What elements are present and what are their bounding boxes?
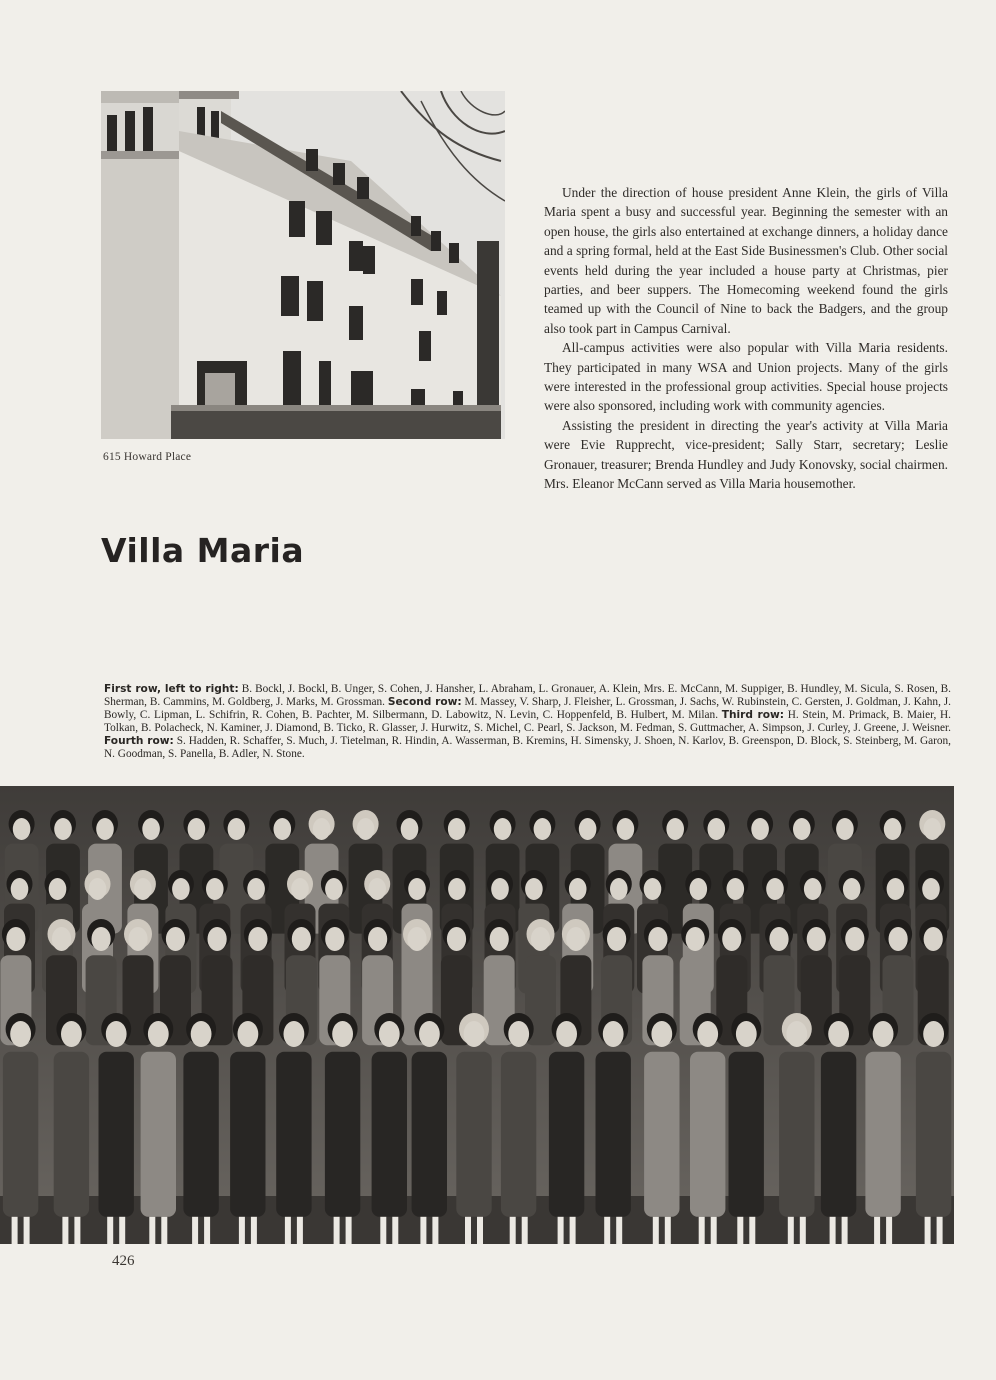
person-leg — [749, 1217, 755, 1244]
person-face — [106, 1021, 127, 1047]
page-title: Villa Maria — [101, 531, 305, 570]
person-leg — [251, 1217, 257, 1244]
person-face — [836, 818, 854, 840]
person-face — [736, 1021, 757, 1047]
person-face — [89, 878, 107, 900]
person-face — [603, 1021, 624, 1047]
roster-row-label: Second row: — [387, 696, 462, 709]
person-silhouette — [549, 1052, 584, 1217]
person-face — [666, 818, 684, 840]
person-face — [766, 878, 784, 900]
person-leg — [510, 1217, 516, 1244]
roster-row-label: First row, left to right: — [104, 683, 239, 695]
person-face — [617, 818, 635, 840]
person-face — [292, 927, 311, 951]
person-leg — [420, 1217, 426, 1244]
person-leg — [380, 1217, 386, 1244]
person-face — [247, 878, 265, 900]
person-face — [448, 818, 466, 840]
person-silhouette — [412, 1052, 447, 1217]
person-face — [368, 878, 386, 900]
person-leg — [12, 1217, 18, 1244]
person-leg — [119, 1217, 125, 1244]
person-face — [10, 1021, 31, 1047]
person-face — [889, 927, 908, 951]
person-face — [447, 927, 466, 951]
person-face — [607, 927, 626, 951]
person-face — [722, 927, 741, 951]
person-face — [923, 1021, 944, 1047]
person-silhouette — [501, 1052, 536, 1217]
person-leg — [192, 1217, 198, 1244]
roster-row-label: Fourth row: — [104, 735, 174, 748]
person-face — [531, 927, 550, 951]
body-paragraph: Under the direction of house president Anne Klein, the girls of Villa Maria spent a busy and successful year. Beginning the semester with an open house, the girls also entertained at exchange dinners, a holiday dance and a spring formal, held at the East Side Businessmen's Club. Other social events held during the year included a house party at Christmas, pier parties, and beer suppers. The Homecoming weekend found the girls teamed up with the Council of Nine to back the Badgers, and the group also took part in Campus Carnival. — [544, 185, 948, 336]
person-silhouette — [3, 1052, 38, 1217]
person-leg — [297, 1217, 303, 1244]
person-face — [368, 927, 387, 951]
person-leg — [24, 1217, 30, 1244]
person-face — [238, 1021, 259, 1047]
person-leg — [522, 1217, 528, 1244]
person-face — [357, 818, 375, 840]
roster-row-names: M. Massey, V. Sharp, J. Fleisher, L. Grossman, J. Sachs, W. Rubinstein, C. Gersten, J. Goldman, J. Kahn, J. Bowly, C. Lipman, L. Schifrin, R. Cohen, B. Pachter, M. Silbermann, D. Labowitz, N. Levin, C. Hoppenfeld, B. Hulbert, M. Milan. — [104, 696, 951, 722]
person-leg — [558, 1217, 564, 1244]
person-leg — [432, 1217, 438, 1244]
person-leg — [62, 1217, 68, 1244]
person-face — [401, 818, 419, 840]
person-face — [92, 927, 111, 951]
person-face — [651, 1021, 672, 1047]
person-silhouette — [141, 1052, 176, 1217]
person-face — [494, 818, 512, 840]
person-face — [843, 878, 861, 900]
body-paragraph: Assisting the president in directing the year's activity at Villa Maria were Evie Rupprecht, vice-president; Sally Starr, secretary; Leslie Gronauer, treasurer; Brenda Hundley and Judy Konovsky, social chairmen. Mrs. Eleanor McCann served as Villa Maria housemother. — [544, 417, 948, 492]
person-leg — [800, 1217, 806, 1244]
roster-caption — [104, 683, 951, 762]
person-silhouette — [230, 1052, 265, 1217]
person-face — [166, 927, 185, 951]
person-leg — [665, 1217, 671, 1244]
person-face — [332, 1021, 353, 1047]
person-leg — [465, 1217, 471, 1244]
person-face — [644, 878, 662, 900]
person-face — [508, 1021, 529, 1047]
person-silhouette — [644, 1052, 679, 1217]
person-silhouette — [729, 1052, 764, 1217]
body-paragraph: All-campus activities were also popular with Villa Maria residents. They participated in many WSA and Union projects. Many of the girls were interested in the professional group activities. Special house projects were also sponsored, including work with community agencies. — [544, 340, 948, 414]
person-leg — [711, 1217, 717, 1244]
roster-row-label: Third row: — [721, 709, 785, 722]
person-face — [448, 878, 466, 900]
person-face — [379, 1021, 400, 1047]
person-face — [769, 927, 788, 951]
person-face — [610, 878, 628, 900]
roster-row-names: H. Stein, M. Primack, B. Maier, H. Tolkan, B. Polacheck, N. Kaminer, J. Diamond, B. Ticko, R. Glasser, J. Hurwitz, S. Michel, C. Pearl, S. Jackson, M. Fedman, S. Guttmacher, A. Simpson, J. Curley, J. Greene, J. Weisner. — [104, 709, 951, 735]
person-face — [191, 1021, 212, 1047]
person-leg — [616, 1217, 622, 1244]
person-face — [6, 927, 25, 951]
person-leg — [149, 1217, 155, 1244]
person-leg — [161, 1217, 167, 1244]
person-silhouette — [596, 1052, 631, 1217]
person-face — [61, 1021, 82, 1047]
person-silhouette — [372, 1052, 407, 1217]
roster-row-names: S. Hadden, R. Schaffer, S. Much, J. Tietelman, R. Hindin, A. Wasserman, B. Kremins, H. Simensky, J. Shoen, N. Karlov, B. Greenspon, D. Block, S. Steinberg, M. Garon, N. Goodman, S. Panella, B. Adler, N. Stone. — [104, 735, 952, 761]
person-face — [556, 1021, 577, 1047]
person-leg — [392, 1217, 398, 1244]
person-leg — [874, 1217, 880, 1244]
person-silhouette — [183, 1052, 218, 1217]
person-face — [490, 927, 509, 951]
person-face — [708, 818, 726, 840]
person-leg — [830, 1217, 836, 1244]
person-leg — [653, 1217, 659, 1244]
person-face — [525, 878, 543, 900]
person-face — [325, 927, 344, 951]
person-silhouette — [276, 1052, 311, 1217]
person-leg — [788, 1217, 794, 1244]
person-face — [686, 927, 705, 951]
person-face — [924, 927, 943, 951]
person-leg — [925, 1217, 931, 1244]
person-silhouette — [821, 1052, 856, 1217]
person-face — [248, 927, 267, 951]
person-leg — [842, 1217, 848, 1244]
person-face — [13, 818, 31, 840]
person-leg — [699, 1217, 705, 1244]
person-silhouette — [865, 1052, 900, 1217]
person-face — [142, 818, 160, 840]
person-face — [828, 1021, 849, 1047]
person-silhouette — [690, 1052, 725, 1217]
person-face — [786, 1021, 807, 1047]
person-leg — [285, 1217, 291, 1244]
roster-row-names: B. Bockl, J. Bockl, B. Unger, S. Cohen, J. Hansher, L. Abraham, L. Gronauer, A. Klein, Mrs. E. McCann, M. Suppiger, B. Hundley, M. Sicula, S. Rosen, B. Sherman, B. Cammins, M. Goldberg, J. Marks, M. Grossman. — [104, 683, 952, 709]
page-number: 426 — [112, 1253, 135, 1269]
person-silhouette — [325, 1052, 360, 1217]
person-leg — [346, 1217, 352, 1244]
person-silhouette — [54, 1052, 89, 1217]
person-face — [206, 878, 224, 900]
person-face — [884, 818, 902, 840]
person-silhouette — [456, 1052, 491, 1217]
person-silhouette — [99, 1052, 134, 1217]
person-face — [313, 818, 331, 840]
person-face — [873, 1021, 894, 1047]
person-leg — [239, 1217, 245, 1244]
person-leg — [477, 1217, 483, 1244]
person-face — [697, 1021, 718, 1047]
photo-caption: 615 Howard Place — [103, 451, 192, 463]
person-face — [845, 927, 864, 951]
person-leg — [570, 1217, 576, 1244]
person-face — [648, 927, 667, 951]
person-face — [49, 878, 67, 900]
person-leg — [886, 1217, 892, 1244]
person-leg — [334, 1217, 340, 1244]
person-leg — [737, 1217, 743, 1244]
person-face — [407, 927, 426, 951]
person-face — [208, 927, 227, 951]
person-face — [690, 878, 708, 900]
person-leg — [107, 1217, 113, 1244]
person-face — [54, 818, 72, 840]
person-face — [807, 927, 826, 951]
person-leg — [204, 1217, 210, 1244]
person-silhouette — [916, 1052, 951, 1217]
person-face — [148, 1021, 169, 1047]
person-face — [579, 818, 597, 840]
person-leg — [604, 1217, 610, 1244]
person-face — [922, 878, 940, 900]
person-face — [228, 818, 246, 840]
person-face — [534, 818, 552, 840]
group-photo — [0, 786, 954, 1244]
house-photo — [101, 91, 505, 439]
person-face — [128, 927, 147, 951]
person-face — [566, 927, 585, 951]
person-face — [464, 1021, 485, 1047]
person-face — [172, 878, 190, 900]
person-face — [325, 878, 343, 900]
person-face — [291, 878, 309, 900]
person-silhouette — [779, 1052, 814, 1217]
person-face — [887, 878, 905, 900]
person-face — [751, 818, 769, 840]
person-face — [408, 878, 426, 900]
person-face — [134, 878, 152, 900]
person-face — [96, 818, 114, 840]
person-face — [284, 1021, 305, 1047]
person-face — [804, 878, 822, 900]
person-face — [274, 818, 292, 840]
person-leg — [74, 1217, 80, 1244]
person-leg — [937, 1217, 943, 1244]
person-face — [569, 878, 587, 900]
person-face — [419, 1021, 440, 1047]
person-face — [727, 878, 745, 900]
person-face — [52, 927, 71, 951]
person-face — [924, 818, 942, 840]
article-body — [544, 183, 948, 494]
person-face — [188, 818, 206, 840]
person-face — [11, 878, 29, 900]
person-face — [793, 818, 811, 840]
person-face — [491, 878, 509, 900]
